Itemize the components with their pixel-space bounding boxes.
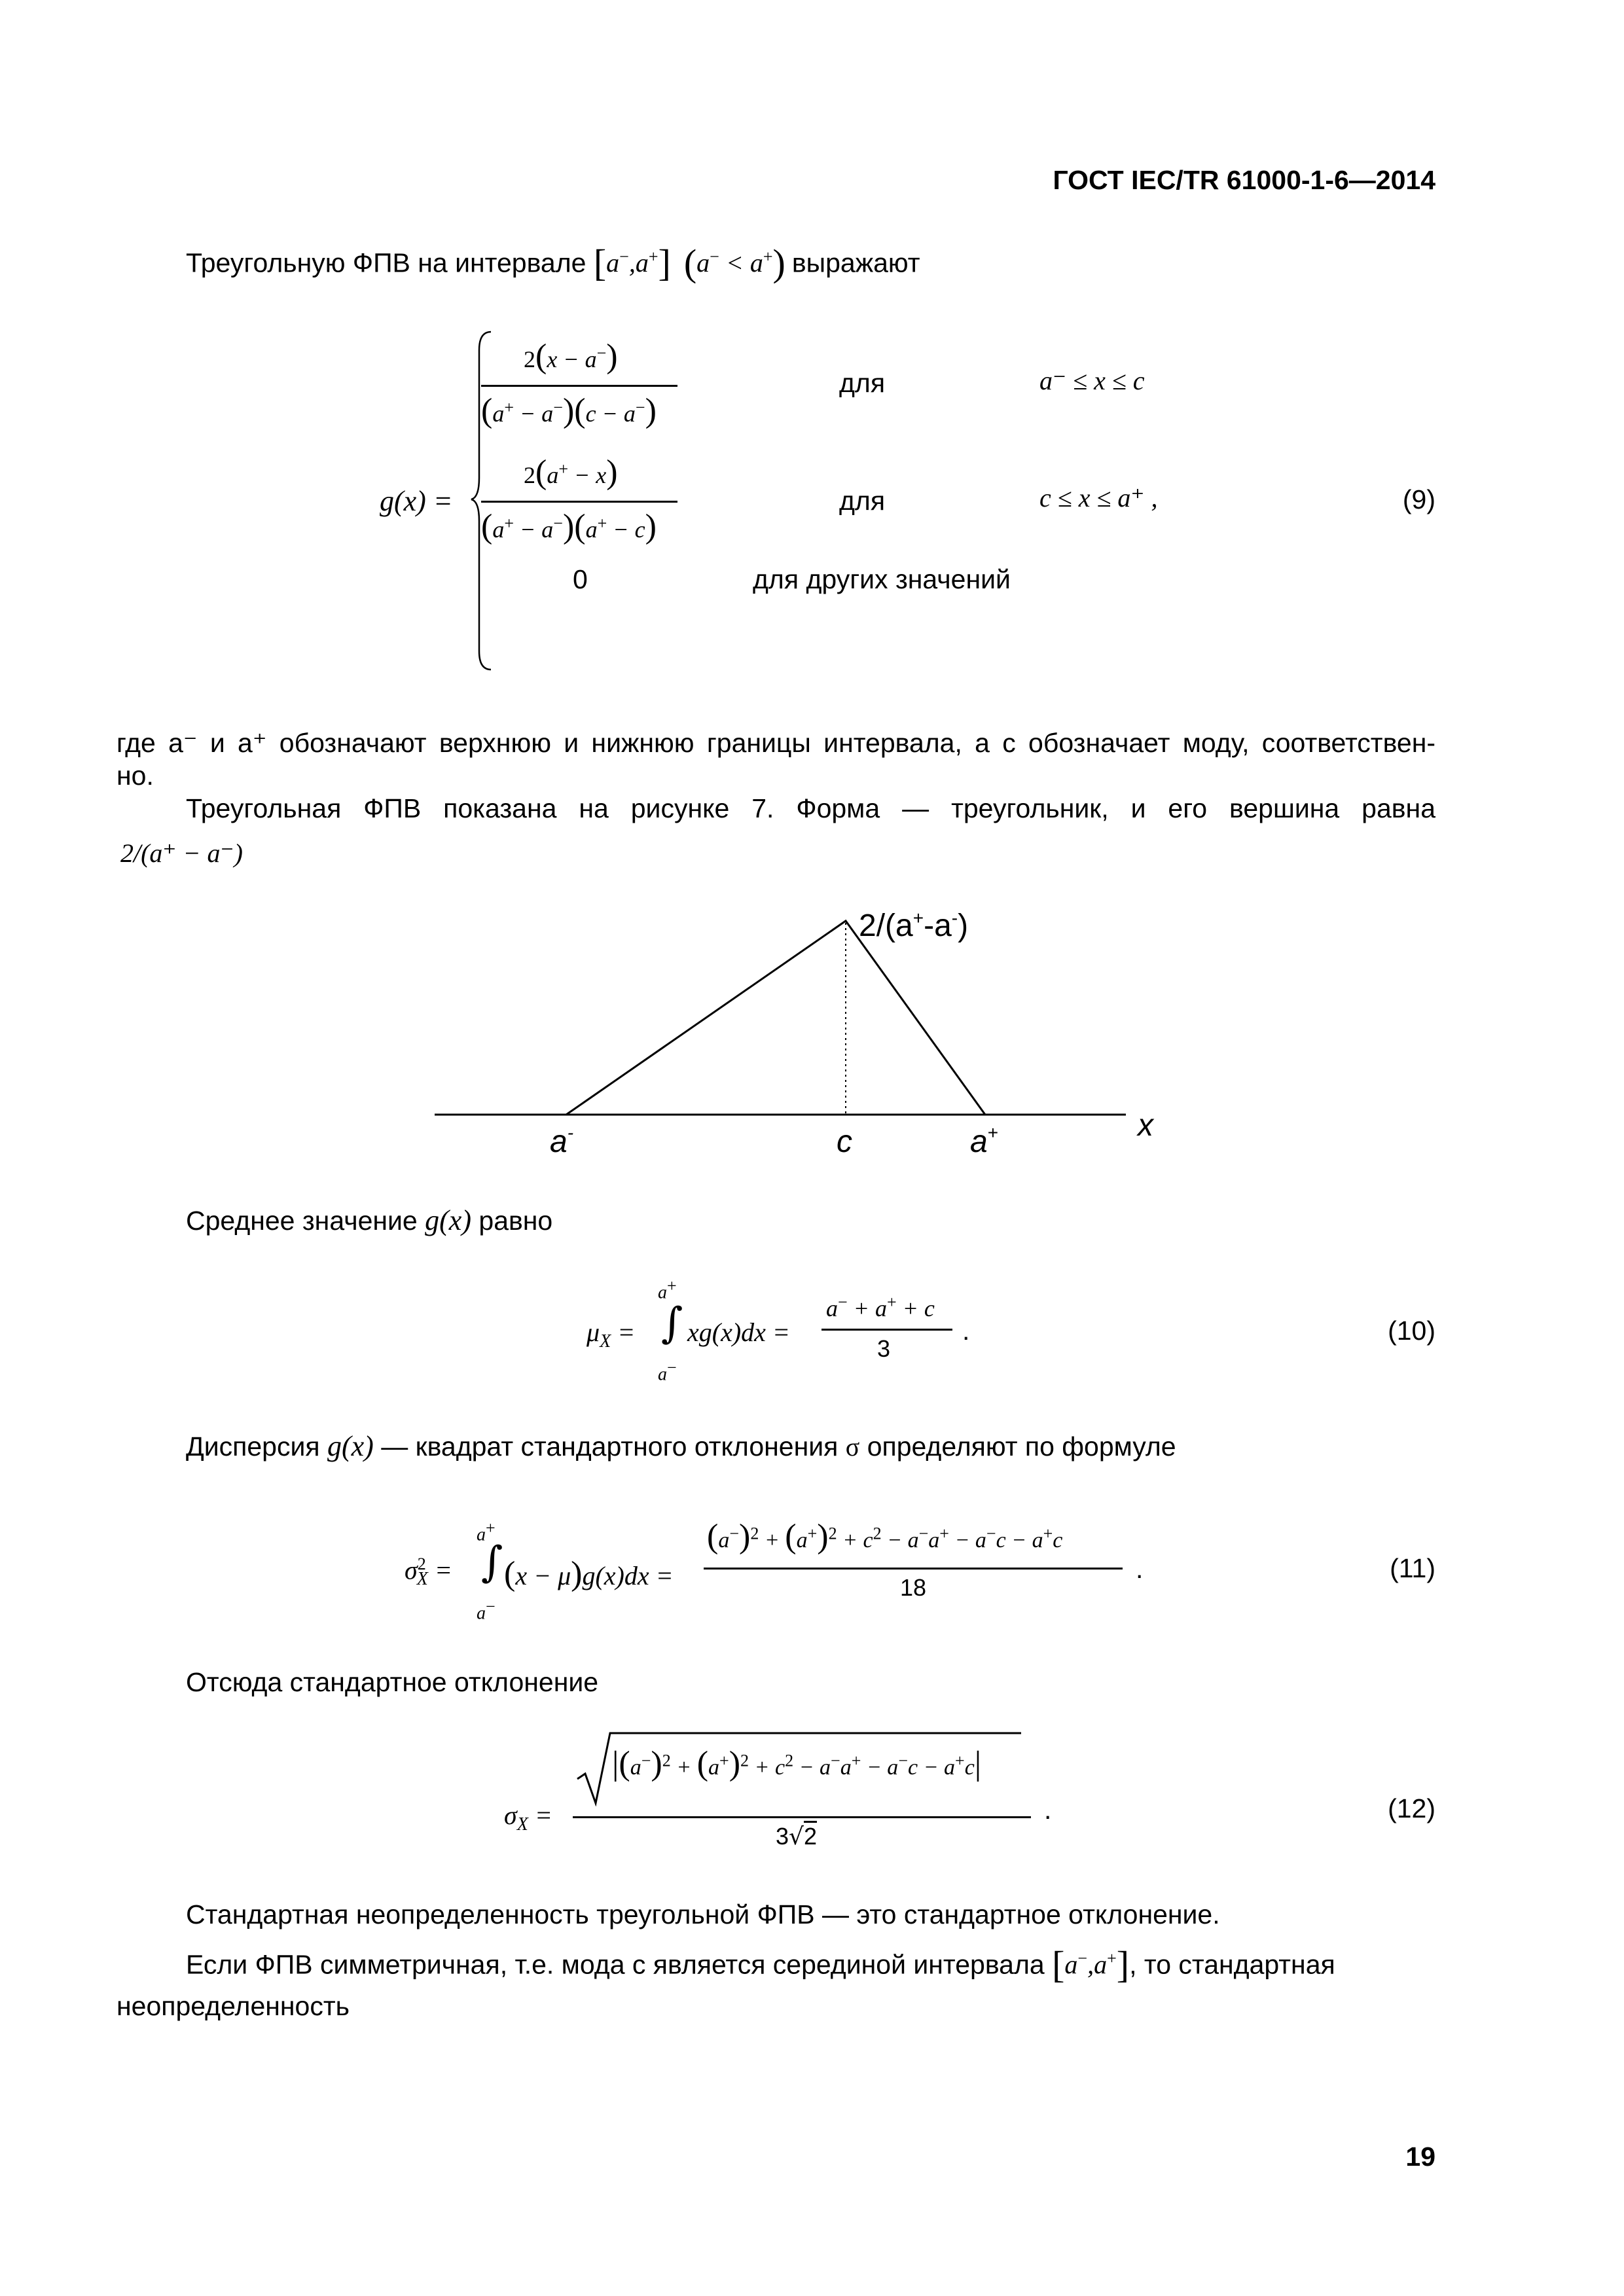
triangle-paragraph-line1: Треугольная ФПВ показана на рисунке 7. Форма — треугольник, и его вершина равна [186, 793, 1435, 823]
eq9-case2-range: c ≤ x ≤ a⁺ , [1039, 483, 1158, 512]
uncertainty-paragraph: Стандартная неопределенность треугольной ФПВ — это стандартное отклонение. [186, 1899, 1220, 1929]
eq10-numerator: a− + a+ + c [826, 1293, 935, 1321]
eq9-case2-denominator: (a+ − a−)(a+ − c) [481, 508, 657, 545]
eq11-number: (11) [1390, 1553, 1435, 1583]
variance-paragraph [186, 1430, 1176, 1463]
eq9-case1-denominator: (a+ − a−)(c − a−) [481, 392, 657, 429]
eq11-numerator: $(a^-)^2 + (a^+)^2 + c^2 - a^-a^+ - a^-c - a^+c$ [707, 1518, 1063, 1555]
intro-paragraph [186, 241, 920, 285]
eq9-case3-value: 0 [573, 564, 588, 594]
eq10-denominator: 3 [877, 1335, 891, 1362]
document-header: ГОСТ IEC/TR 61000-1-6—2014 [1053, 165, 1435, 195]
mean-paragraph [186, 1204, 552, 1237]
eq10-integral-sign: ∫ [661, 1299, 683, 1348]
variance-text-3: определяют по формуле [867, 1431, 1176, 1462]
eq10-lower-limit: a− [658, 1358, 677, 1385]
eq12-lhs: $\sigma_X$ = [504, 1801, 552, 1835]
mean-function: g(x) [425, 1204, 471, 1236]
eq10-fraction-bar [821, 1329, 952, 1331]
variance-sigma: σ [845, 1432, 860, 1462]
eq9-case2-fraction-bar [481, 501, 677, 503]
eq9-number: (9) [1402, 484, 1435, 514]
bounds-paragraph-line1: где a⁻ и a⁺ обозначают верхнюю и нижнюю границы интервала, а c обозначает моду, соответствен- [117, 728, 1435, 758]
eq11-lhs: $\sigma^2_X$ = [405, 1554, 452, 1590]
symmetric-paragraph-line1 [186, 1943, 1435, 1986]
eq11-upper-limit: a+ [477, 1518, 496, 1545]
symmetric-text-2: , то стандартная [1129, 1949, 1335, 1980]
eq12-number: (12) [1388, 1793, 1435, 1823]
eq9-case1-condition: для [839, 368, 886, 398]
mean-text-1: Среднее значение [186, 1206, 418, 1236]
variance-text-2: — квадрат стандартного отклонения [381, 1431, 839, 1462]
eq9-case1-numerator: 2(x − a−) [524, 338, 618, 375]
eq9-lhs: g(x) = [380, 485, 453, 517]
variance-text-1: Дисперсия [186, 1431, 320, 1462]
eq10-integrand: xg(x)dx = [687, 1318, 790, 1347]
label-a-plus: a+ [970, 1122, 999, 1159]
stddev-intro-paragraph: Отсюда стандартное отклонение [186, 1667, 599, 1697]
peak-label: 2/(a+-a-) [859, 908, 969, 943]
eq11-period: . [1136, 1554, 1144, 1584]
label-c: c [837, 1124, 852, 1159]
page-number: 19 [1405, 2142, 1435, 2172]
eq9-case1-range: a⁻ ≤ x ≤ c [1039, 366, 1145, 395]
variance-function: g(x) [327, 1430, 374, 1462]
eq12-period: . [1044, 1795, 1052, 1825]
intro-text: Треугольную ФПВ на интервале [186, 247, 586, 278]
triangle-peak-formula: 2/(a⁺ − a⁻) [120, 838, 243, 868]
eq11-integrand: (x − μ)g(x)dx = [504, 1555, 674, 1592]
eq9-case2-numerator: 2(a+ − x) [524, 454, 618, 491]
eq11-fraction-bar [704, 1568, 1123, 1570]
symmetric-paragraph-line2: неопределенность [117, 1991, 350, 2021]
eq12-numerator: $|(a^-)^2 + (a^+)^2 + c^2 - a^-a^+ - a^-c - a^+c|$ [612, 1745, 982, 1782]
eq11-integral-sign: ∫ [481, 1538, 503, 1587]
bounds-paragraph-line2: но. [117, 761, 154, 791]
eq10-number: (10) [1388, 1316, 1435, 1346]
eq12-fraction-bar [573, 1816, 1031, 1818]
eq10-lhs: $\mu_X$ = [586, 1318, 636, 1352]
interval-expression: [a−,a+] (a− < a+) [593, 242, 785, 285]
triangle-pdf-figure [419, 890, 1204, 1165]
symmetric-text-1: Если ФПВ симметричная, т.е. мода c является серединой интервала [186, 1949, 1045, 1980]
eq9-case1-fraction-bar [481, 385, 677, 387]
label-a-minus: a- [550, 1122, 574, 1159]
symmetric-interval: [a−,a+] [1052, 1943, 1130, 1986]
triangle-shape [566, 921, 985, 1115]
eq9-case3-condition: для других значений [753, 564, 1011, 594]
mean-text-2: равно [478, 1206, 553, 1236]
eq9-case2-condition: для [839, 486, 886, 516]
eq11-lower-limit: a− [477, 1597, 496, 1624]
eq12-denominator: 3√2 [776, 1823, 818, 1850]
x-axis-label: x [1138, 1108, 1153, 1143]
eq10-upper-limit: a+ [658, 1276, 677, 1303]
eq10-period: . [962, 1316, 970, 1346]
intro-end-text: выражают [791, 247, 920, 278]
eq11-denominator: 18 [900, 1574, 927, 1601]
